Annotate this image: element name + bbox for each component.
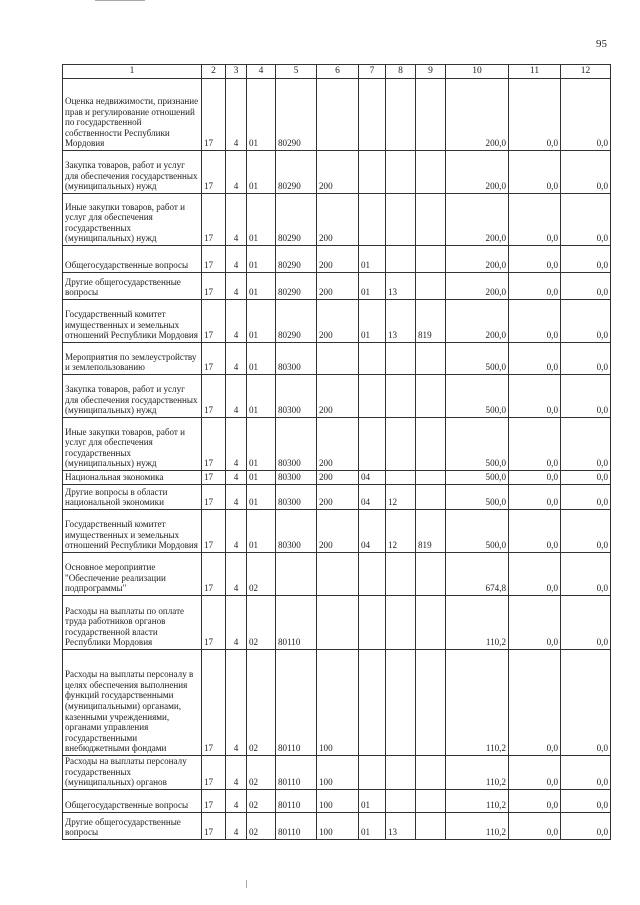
row-c2-cell: 17 [202, 273, 226, 300]
row-c8-cell [386, 246, 416, 273]
row-c9-cell: 819 [416, 300, 446, 343]
row-name-cell: Расходы на выплаты персоналу в целях обеспечения выполнения функций государственными (муниципальными) органами, казенными учреждениями, органами управления государственными внебюджетными фондами [63, 650, 202, 756]
row-name-cell: Основное мероприятие "Обеспечение реализации подпрограммы" [63, 553, 202, 596]
column-header: 7 [359, 65, 386, 79]
row-name-cell: Мероприятия по землеустройству и землепользованию [63, 343, 202, 375]
row-c4-cell: 01 [247, 300, 276, 343]
row-c3-cell: 4 [226, 418, 247, 471]
row-c11-cell: 0,0 [509, 375, 561, 418]
row-c5-cell: 80110 [276, 756, 317, 790]
row-c5-cell: 80300 [276, 375, 317, 418]
row-c9-cell [416, 813, 446, 840]
row-c9-cell [416, 485, 446, 510]
table-row [63, 790, 611, 813]
row-c11-cell: 0,0 [509, 471, 561, 485]
row-c3-cell: 4 [226, 343, 247, 375]
row-c10-cell: 500,0 [446, 343, 509, 375]
scan-mark-bottom [246, 880, 247, 888]
row-c10-cell: 500,0 [446, 471, 509, 485]
row-c8-cell [386, 79, 416, 151]
column-header: 9 [416, 65, 446, 79]
row-c6-cell: 200 [317, 300, 359, 343]
row-c6-cell: 200 [317, 151, 359, 194]
row-c2-cell: 17 [202, 485, 226, 510]
row-c6-cell: 100 [317, 790, 359, 813]
row-c4-cell: 02 [247, 790, 276, 813]
row-c7-cell [359, 79, 386, 151]
row-c12-cell: 0,0 [561, 756, 611, 790]
row-c10-cell: 110,2 [446, 790, 509, 813]
row-name-cell: Общегосударственные вопросы [63, 790, 202, 813]
row-c3-cell: 4 [226, 471, 247, 485]
table-row [63, 471, 611, 485]
row-c9-cell [416, 273, 446, 300]
row-c7-cell [359, 375, 386, 418]
row-c2-cell: 17 [202, 471, 226, 485]
row-c2-cell: 17 [202, 300, 226, 343]
row-c5-cell: 80300 [276, 471, 317, 485]
row-c2-cell: 17 [202, 79, 226, 151]
row-c3-cell: 4 [226, 79, 247, 151]
row-c11-cell: 0,0 [509, 596, 561, 650]
row-c4-cell: 01 [247, 375, 276, 418]
row-c5-cell: 80300 [276, 485, 317, 510]
column-header: 3 [226, 65, 247, 79]
row-c8-cell [386, 756, 416, 790]
row-c3-cell: 4 [226, 756, 247, 790]
row-c11-cell: 0,0 [509, 813, 561, 840]
row-c10-cell: 500,0 [446, 485, 509, 510]
row-c5-cell: 80110 [276, 650, 317, 756]
row-c4-cell: 01 [247, 485, 276, 510]
row-name-cell: Государственный комитет имущественных и земельных отношений Республики Мордовия [63, 300, 202, 343]
row-c6-cell: 200 [317, 194, 359, 246]
row-c3-cell: 4 [226, 151, 247, 194]
row-c7-cell [359, 596, 386, 650]
row-c11-cell: 0,0 [509, 485, 561, 510]
row-c8-cell: 12 [386, 510, 416, 553]
row-c3-cell: 4 [226, 790, 247, 813]
column-header: 8 [386, 65, 416, 79]
row-c11-cell: 0,0 [509, 553, 561, 596]
table-row [63, 485, 611, 510]
row-c11-cell: 0,0 [509, 273, 561, 300]
row-c8-cell [386, 151, 416, 194]
row-c2-cell: 17 [202, 650, 226, 756]
row-c12-cell: 0,0 [561, 596, 611, 650]
row-c7-cell: 01 [359, 300, 386, 343]
row-c8-cell [386, 418, 416, 471]
row-c4-cell: 01 [247, 471, 276, 485]
row-c4-cell: 02 [247, 553, 276, 596]
row-c12-cell: 0,0 [561, 485, 611, 510]
row-c10-cell: 110,2 [446, 813, 509, 840]
row-name-cell: Государственный комитет имущественных и земельных отношений Республики Мордовия [63, 510, 202, 553]
row-c9-cell [416, 151, 446, 194]
row-c10-cell: 110,2 [446, 756, 509, 790]
row-c12-cell: 0,0 [561, 79, 611, 151]
row-c6-cell: 100 [317, 756, 359, 790]
row-c4-cell: 01 [247, 194, 276, 246]
row-c5-cell: 80290 [276, 273, 317, 300]
column-header: 12 [561, 65, 611, 79]
table-row [63, 650, 611, 756]
table-row [63, 343, 611, 375]
row-c6-cell: 200 [317, 485, 359, 510]
row-c4-cell: 01 [247, 418, 276, 471]
row-c8-cell [386, 375, 416, 418]
row-c8-cell [386, 596, 416, 650]
row-c11-cell: 0,0 [509, 756, 561, 790]
row-name-cell: Другие общегосударственные вопросы [63, 813, 202, 840]
row-c7-cell [359, 343, 386, 375]
row-c2-cell: 17 [202, 596, 226, 650]
row-name-cell: Другие вопросы в области национальной экономики [63, 485, 202, 510]
row-c4-cell: 01 [247, 79, 276, 151]
row-c7-cell: 01 [359, 790, 386, 813]
row-name-cell: Закупка товаров, работ и услуг для обеспечения государственных (муниципальных) нужд [63, 375, 202, 418]
row-c9-cell [416, 194, 446, 246]
row-c12-cell: 0,0 [561, 790, 611, 813]
row-c5-cell: 80110 [276, 790, 317, 813]
row-c12-cell: 0,0 [561, 300, 611, 343]
row-c12-cell: 0,0 [561, 813, 611, 840]
table-row [63, 510, 611, 553]
table-row [63, 418, 611, 471]
row-c10-cell: 200,0 [446, 151, 509, 194]
row-c12-cell: 0,0 [561, 246, 611, 273]
row-c5-cell: 80290 [276, 194, 317, 246]
row-c4-cell: 02 [247, 756, 276, 790]
table-row [63, 553, 611, 596]
table-row [63, 246, 611, 273]
row-c9-cell [416, 418, 446, 471]
row-c5-cell: 80300 [276, 343, 317, 375]
row-c2-cell: 17 [202, 756, 226, 790]
row-c10-cell: 500,0 [446, 418, 509, 471]
row-c12-cell: 0,0 [561, 510, 611, 553]
column-header: 4 [247, 65, 276, 79]
row-name-cell: Расходы на выплаты персоналу государственных (муниципальных) органов [63, 756, 202, 790]
row-c7-cell: 04 [359, 485, 386, 510]
row-c9-cell [416, 375, 446, 418]
row-c6-cell: 200 [317, 375, 359, 418]
row-c3-cell: 4 [226, 510, 247, 553]
row-c4-cell: 02 [247, 596, 276, 650]
row-name-cell: Иные закупки товаров, работ и услуг для обеспечения государственных (муниципальных) нужд [63, 194, 202, 246]
row-c6-cell: 200 [317, 471, 359, 485]
row-c6-cell [317, 343, 359, 375]
row-c2-cell: 17 [202, 418, 226, 471]
row-c4-cell: 01 [247, 510, 276, 553]
row-c3-cell: 4 [226, 813, 247, 840]
row-c8-cell: 12 [386, 485, 416, 510]
row-c8-cell [386, 650, 416, 756]
row-c5-cell: 80110 [276, 813, 317, 840]
page-number: 95 [596, 38, 607, 50]
row-c4-cell: 01 [247, 246, 276, 273]
row-c6-cell [317, 596, 359, 650]
row-c7-cell [359, 418, 386, 471]
row-c2-cell: 17 [202, 343, 226, 375]
row-c8-cell: 13 [386, 813, 416, 840]
row-c11-cell: 0,0 [509, 194, 561, 246]
row-c12-cell: 0,0 [561, 343, 611, 375]
row-c6-cell: 200 [317, 246, 359, 273]
row-c3-cell: 4 [226, 273, 247, 300]
column-header: 5 [276, 65, 317, 79]
row-c8-cell [386, 790, 416, 813]
table-row [63, 375, 611, 418]
table-row [63, 151, 611, 194]
row-name-cell: Другие общегосударственные вопросы [63, 273, 202, 300]
row-c9-cell [416, 471, 446, 485]
table-header-row [63, 65, 611, 79]
row-c11-cell: 0,0 [509, 510, 561, 553]
table-row [63, 756, 611, 790]
row-c7-cell [359, 553, 386, 596]
row-c12-cell: 0,0 [561, 375, 611, 418]
row-c2-cell: 17 [202, 790, 226, 813]
row-c2-cell: 17 [202, 813, 226, 840]
row-c5-cell: 80300 [276, 418, 317, 471]
column-header: 11 [509, 65, 561, 79]
row-c5-cell: 80300 [276, 510, 317, 553]
row-c10-cell: 200,0 [446, 79, 509, 151]
row-c10-cell: 110,2 [446, 650, 509, 756]
row-c11-cell: 0,0 [509, 246, 561, 273]
row-c12-cell: 0,0 [561, 194, 611, 246]
row-c6-cell: 200 [317, 273, 359, 300]
row-c11-cell: 0,0 [509, 418, 561, 471]
row-c12-cell: 0,0 [561, 418, 611, 471]
scan-mark-top [95, 0, 145, 1]
row-c3-cell: 4 [226, 194, 247, 246]
row-c12-cell: 0,0 [561, 151, 611, 194]
row-c5-cell: 80290 [276, 79, 317, 151]
row-c12-cell: 0,0 [561, 273, 611, 300]
row-c6-cell [317, 553, 359, 596]
row-c4-cell: 02 [247, 813, 276, 840]
row-c3-cell: 4 [226, 300, 247, 343]
row-c9-cell [416, 246, 446, 273]
row-c7-cell: 01 [359, 813, 386, 840]
row-c9-cell [416, 596, 446, 650]
row-c11-cell: 0,0 [509, 300, 561, 343]
row-c10-cell: 200,0 [446, 300, 509, 343]
row-c5-cell: 80110 [276, 596, 317, 650]
row-c7-cell [359, 194, 386, 246]
column-header: 1 [63, 65, 202, 79]
column-header: 10 [446, 65, 509, 79]
row-c6-cell: 100 [317, 813, 359, 840]
row-c10-cell: 200,0 [446, 194, 509, 246]
row-c12-cell: 0,0 [561, 553, 611, 596]
row-c4-cell: 01 [247, 343, 276, 375]
row-c5-cell [276, 553, 317, 596]
row-c7-cell [359, 756, 386, 790]
row-c3-cell: 4 [226, 650, 247, 756]
row-c7-cell [359, 151, 386, 194]
row-c10-cell: 200,0 [446, 273, 509, 300]
table-row [63, 813, 611, 840]
row-c11-cell: 0,0 [509, 790, 561, 813]
row-c6-cell: 200 [317, 418, 359, 471]
budget-table [62, 64, 611, 840]
row-c11-cell: 0,0 [509, 79, 561, 151]
row-name-cell: Закупка товаров, работ и услуг для обеспечения государственных (муниципальных) нужд [63, 151, 202, 194]
row-c2-cell: 17 [202, 375, 226, 418]
row-name-cell: Оценка недвижимости, признание прав и регулирование отношений по государственной собственности Республики Мордовия [63, 79, 202, 151]
table-body [63, 79, 611, 840]
row-name-cell: Национальная экономика [63, 471, 202, 485]
row-c8-cell: 13 [386, 273, 416, 300]
row-c11-cell: 0,0 [509, 343, 561, 375]
table-row [63, 194, 611, 246]
row-c10-cell: 674,8 [446, 553, 509, 596]
row-c3-cell: 4 [226, 375, 247, 418]
column-header: 2 [202, 65, 226, 79]
row-c10-cell: 500,0 [446, 375, 509, 418]
row-c3-cell: 4 [226, 485, 247, 510]
row-c4-cell: 01 [247, 273, 276, 300]
row-c7-cell: 04 [359, 510, 386, 553]
column-header: 6 [317, 65, 359, 79]
row-c9-cell [416, 790, 446, 813]
row-c7-cell: 01 [359, 273, 386, 300]
row-c9-cell [416, 756, 446, 790]
row-c9-cell [416, 553, 446, 596]
row-c3-cell: 4 [226, 553, 247, 596]
row-c2-cell: 17 [202, 246, 226, 273]
table-row [63, 596, 611, 650]
table-row [63, 273, 611, 300]
row-c2-cell: 17 [202, 510, 226, 553]
row-c5-cell: 80290 [276, 246, 317, 273]
row-name-cell: Иные закупки товаров, работ и услуг для обеспечения государственных (муниципальных) нужд [63, 418, 202, 471]
row-c4-cell: 01 [247, 151, 276, 194]
row-c8-cell [386, 343, 416, 375]
row-c7-cell [359, 650, 386, 756]
table-row [63, 300, 611, 343]
row-c3-cell: 4 [226, 246, 247, 273]
row-c4-cell: 02 [247, 650, 276, 756]
row-c7-cell: 04 [359, 471, 386, 485]
row-c8-cell: 13 [386, 300, 416, 343]
row-c7-cell: 01 [359, 246, 386, 273]
row-c6-cell [317, 79, 359, 151]
row-c2-cell: 17 [202, 151, 226, 194]
row-c12-cell: 0,0 [561, 471, 611, 485]
row-c9-cell [416, 79, 446, 151]
row-c8-cell [386, 471, 416, 485]
row-c10-cell: 500,0 [446, 510, 509, 553]
table-row [63, 79, 611, 151]
row-c9-cell [416, 343, 446, 375]
row-name-cell: Общегосударственные вопросы [63, 246, 202, 273]
row-c3-cell: 4 [226, 596, 247, 650]
row-c10-cell: 110,2 [446, 596, 509, 650]
row-c8-cell [386, 553, 416, 596]
row-c5-cell: 80290 [276, 300, 317, 343]
row-name-cell: Расходы на выплаты по оплате труда работников органов государственной власти Республики Мордовия [63, 596, 202, 650]
row-c6-cell: 100 [317, 650, 359, 756]
row-c5-cell: 80290 [276, 151, 317, 194]
row-c9-cell: 819 [416, 510, 446, 553]
row-c11-cell: 0,0 [509, 650, 561, 756]
row-c2-cell: 17 [202, 194, 226, 246]
row-c8-cell [386, 194, 416, 246]
row-c2-cell: 17 [202, 553, 226, 596]
row-c6-cell: 200 [317, 510, 359, 553]
row-c11-cell: 0,0 [509, 151, 561, 194]
row-c9-cell [416, 650, 446, 756]
row-c12-cell: 0,0 [561, 650, 611, 756]
row-c10-cell: 200,0 [446, 246, 509, 273]
